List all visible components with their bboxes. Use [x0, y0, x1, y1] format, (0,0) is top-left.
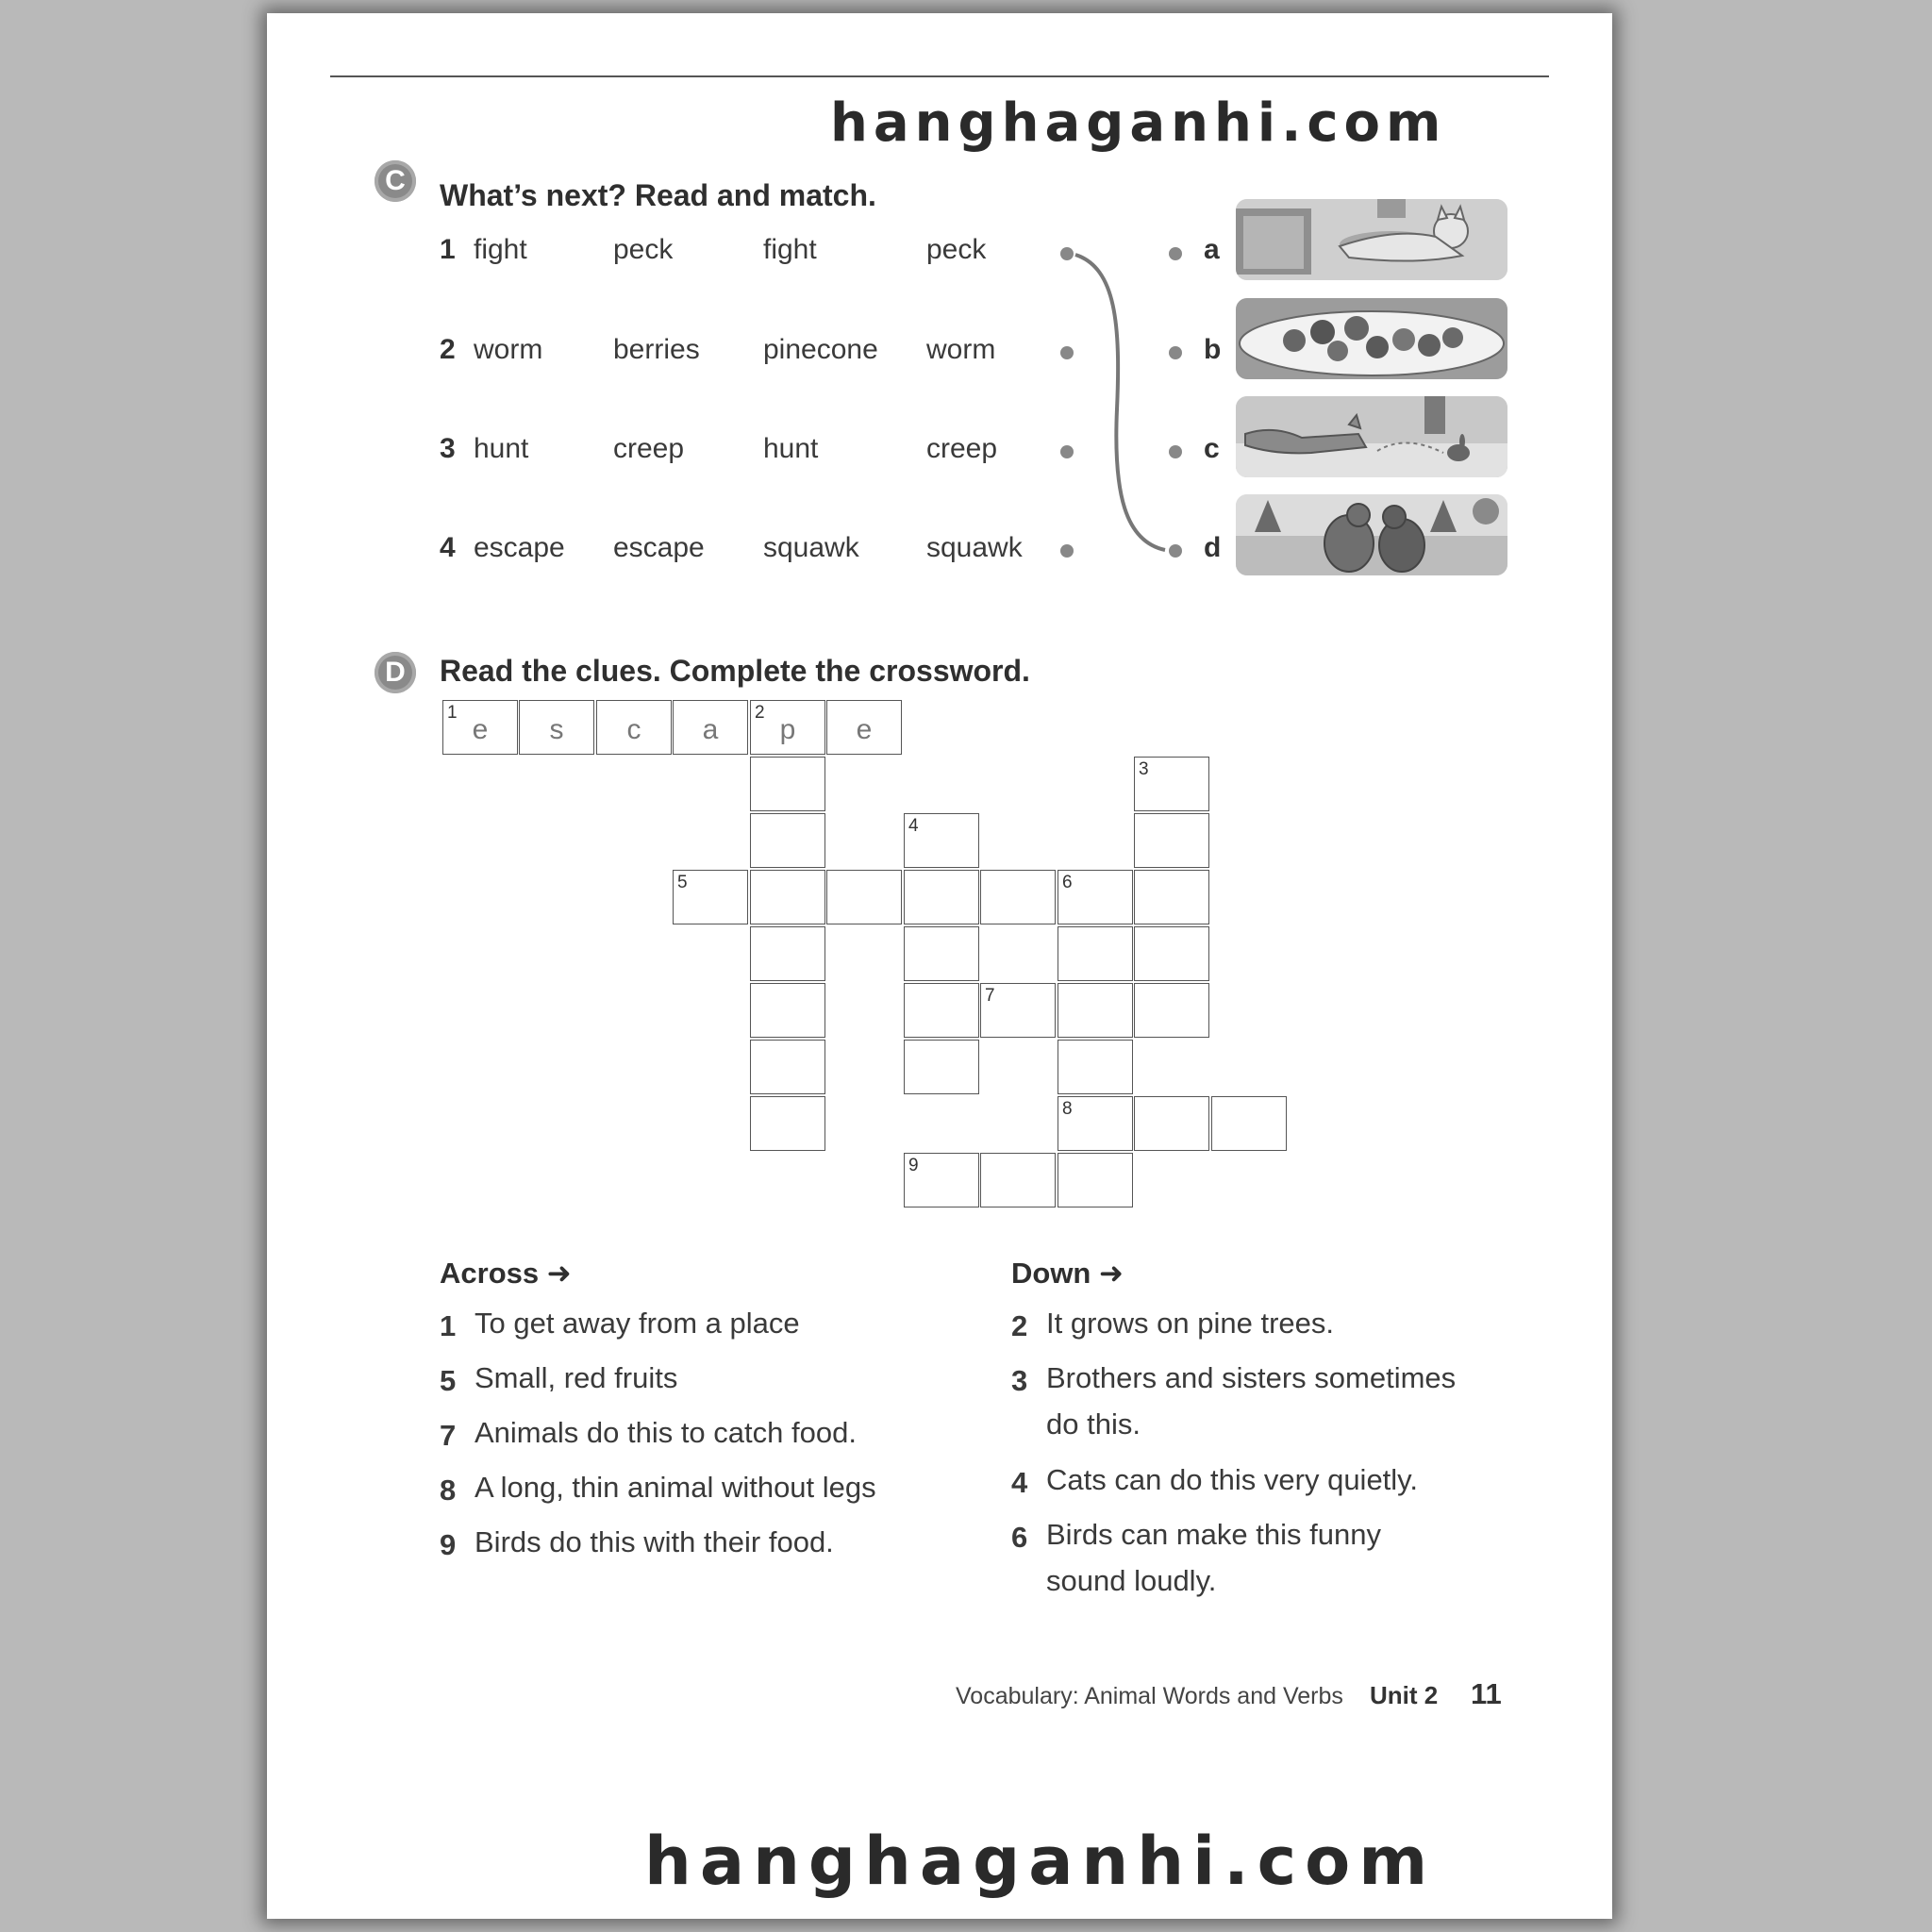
clue-text: A long, thin animal without legs — [475, 1471, 876, 1504]
crossword-cell[interactable] — [750, 757, 825, 811]
clue-text: To get away from a place — [475, 1307, 800, 1340]
crossword-cell[interactable] — [826, 700, 902, 755]
sequence-word: creep — [613, 433, 685, 464]
option-letter: a — [1204, 234, 1220, 265]
crossword-cell[interactable] — [904, 983, 979, 1038]
sequence-word: escape — [474, 532, 565, 563]
sequence-word: squawk — [926, 532, 1023, 563]
clue-num: 9 — [440, 1528, 457, 1561]
section-c-badge: C — [375, 160, 416, 202]
crossword-cell[interactable] — [1134, 813, 1209, 868]
crossword-cell[interactable] — [750, 1040, 825, 1094]
crossword-cell[interactable] — [904, 1153, 979, 1208]
clue-text: Small, red fruits — [475, 1361, 678, 1394]
crossword-cell[interactable] — [904, 926, 979, 981]
crossword-cell[interactable] — [1134, 983, 1209, 1038]
section-c-title: What’s next? Read and match. — [440, 178, 876, 212]
crossword-cell[interactable] — [980, 1153, 1056, 1208]
clue-text: Brothers and sisters sometimes — [1046, 1361, 1457, 1394]
match-dot-right-a[interactable] — [1169, 247, 1182, 260]
clue-number: 4 — [908, 816, 919, 836]
crossword-cell[interactable] — [904, 813, 979, 868]
across-heading: Across ➜ — [440, 1257, 572, 1290]
crossword-cell[interactable] — [1134, 757, 1209, 811]
match-dot-right-d[interactable] — [1169, 544, 1182, 558]
crossword-cell[interactable] — [826, 870, 902, 924]
down-heading: Down ➜ — [1011, 1257, 1124, 1290]
match-dot-right-c[interactable] — [1169, 445, 1182, 458]
footer-topic: Vocabulary: Animal Words and Verbs — [956, 1683, 1343, 1709]
sequence-word: pinecone — [763, 334, 878, 365]
crossword-cell[interactable] — [1058, 983, 1133, 1038]
sequence-word: escape — [613, 532, 705, 563]
row-number: 1 — [440, 234, 456, 265]
cell-letter: e — [472, 714, 489, 745]
crossword-cell[interactable] — [904, 1040, 979, 1094]
cell-letter: e — [856, 714, 873, 745]
crossword-cell[interactable] — [1058, 1096, 1133, 1151]
crossword-cell[interactable] — [442, 700, 518, 755]
workbook-page — [267, 13, 1612, 1919]
crossword-cell[interactable] — [1134, 1096, 1209, 1151]
option-letter: c — [1204, 433, 1220, 464]
cell-letter: c — [626, 714, 641, 745]
section-d-title: Read the clues. Complete the crossword. — [440, 654, 1030, 688]
cell-letter: p — [779, 714, 796, 745]
cell-letter: a — [702, 714, 719, 745]
sequence-word: squawk — [763, 532, 859, 563]
watermark-bottom: hanghaganhi.com — [644, 1823, 1437, 1900]
clue-text: Birds can make this funny — [1046, 1518, 1381, 1551]
sequence-word: worm — [474, 334, 543, 365]
crossword-cell[interactable] — [1211, 1096, 1287, 1151]
option-letter: b — [1204, 334, 1222, 365]
clue-text: Cats can do this very quietly. — [1046, 1463, 1418, 1496]
crossword-cell[interactable] — [1134, 926, 1209, 981]
bears-fighting-image — [1236, 494, 1507, 575]
clue-text: do this. — [1046, 1407, 1141, 1441]
plate-of-berries-image — [1236, 298, 1507, 379]
crossword-cell[interactable] — [750, 1096, 825, 1151]
sequence-word: fight — [763, 234, 817, 265]
watermark-top: hanghaganhi.com — [830, 92, 1447, 154]
clue-num: 4 — [1011, 1466, 1028, 1499]
sequence-word: hunt — [474, 433, 529, 464]
clue-number: 6 — [1062, 873, 1073, 892]
sequence-word: hunt — [763, 433, 819, 464]
sequence-word: creep — [926, 433, 998, 464]
sequence-word: fight — [474, 234, 527, 265]
clue-number: 3 — [1139, 759, 1149, 779]
clue-num: 6 — [1011, 1521, 1028, 1554]
clue-num: 1 — [440, 1309, 457, 1342]
clue-text: Animals do this to catch food. — [475, 1416, 857, 1449]
footer-unit: Unit 2 — [1370, 1681, 1439, 1709]
crossword-cell[interactable] — [750, 870, 825, 924]
crossword-cell[interactable] — [1058, 1153, 1133, 1208]
crossword-cell[interactable] — [673, 870, 748, 924]
sequence-word: peck — [926, 234, 987, 265]
crossword-cell[interactable] — [596, 700, 672, 755]
crossword-cell[interactable] — [1058, 926, 1133, 981]
crossword-cell[interactable] — [750, 926, 825, 981]
clue-number: 9 — [908, 1156, 919, 1175]
clue-number: 1 — [447, 703, 458, 723]
clue-num: 8 — [440, 1474, 457, 1507]
crossword-cell[interactable] — [673, 700, 748, 755]
match-dot-right-b[interactable] — [1169, 346, 1182, 359]
clue-text: It grows on pine trees. — [1046, 1307, 1334, 1340]
row-number: 2 — [440, 334, 456, 365]
clue-number: 7 — [985, 986, 995, 1006]
clue-num: 5 — [440, 1364, 457, 1397]
crossword-cell[interactable] — [904, 870, 979, 924]
clue-num: 2 — [1011, 1309, 1028, 1342]
crossword-cell[interactable] — [519, 700, 594, 755]
fox-hunting-rabbit-image — [1236, 396, 1507, 477]
clue-number: 8 — [1062, 1099, 1073, 1119]
sequence-word: worm — [926, 334, 996, 365]
row-number: 4 — [440, 532, 456, 563]
cell-letter: s — [549, 714, 564, 745]
cat-jumping-image — [1236, 199, 1507, 280]
crossword-cell[interactable] — [750, 700, 825, 755]
section-d-badge: D — [375, 652, 416, 693]
crossword-cell[interactable] — [1058, 1040, 1133, 1094]
crossword-cell[interactable] — [1134, 870, 1209, 924]
page-number: 11 — [1471, 1677, 1502, 1710]
clue-text: Birds do this with their food. — [475, 1525, 834, 1558]
clue-text: sound loudly. — [1046, 1564, 1217, 1597]
clue-num: 7 — [440, 1419, 457, 1452]
crossword-cell[interactable] — [980, 870, 1056, 924]
crossword-cell[interactable] — [750, 813, 825, 868]
sequence-word: berries — [613, 334, 700, 365]
clue-num: 3 — [1011, 1364, 1028, 1397]
row-number: 3 — [440, 433, 456, 464]
option-letter: d — [1204, 532, 1222, 563]
crossword-cell[interactable] — [980, 983, 1056, 1038]
sequence-word: peck — [613, 234, 674, 265]
crossword-cell[interactable] — [1058, 870, 1133, 924]
crossword-cell[interactable] — [750, 983, 825, 1038]
clue-number: 5 — [677, 873, 688, 892]
clue-number: 2 — [755, 703, 765, 723]
